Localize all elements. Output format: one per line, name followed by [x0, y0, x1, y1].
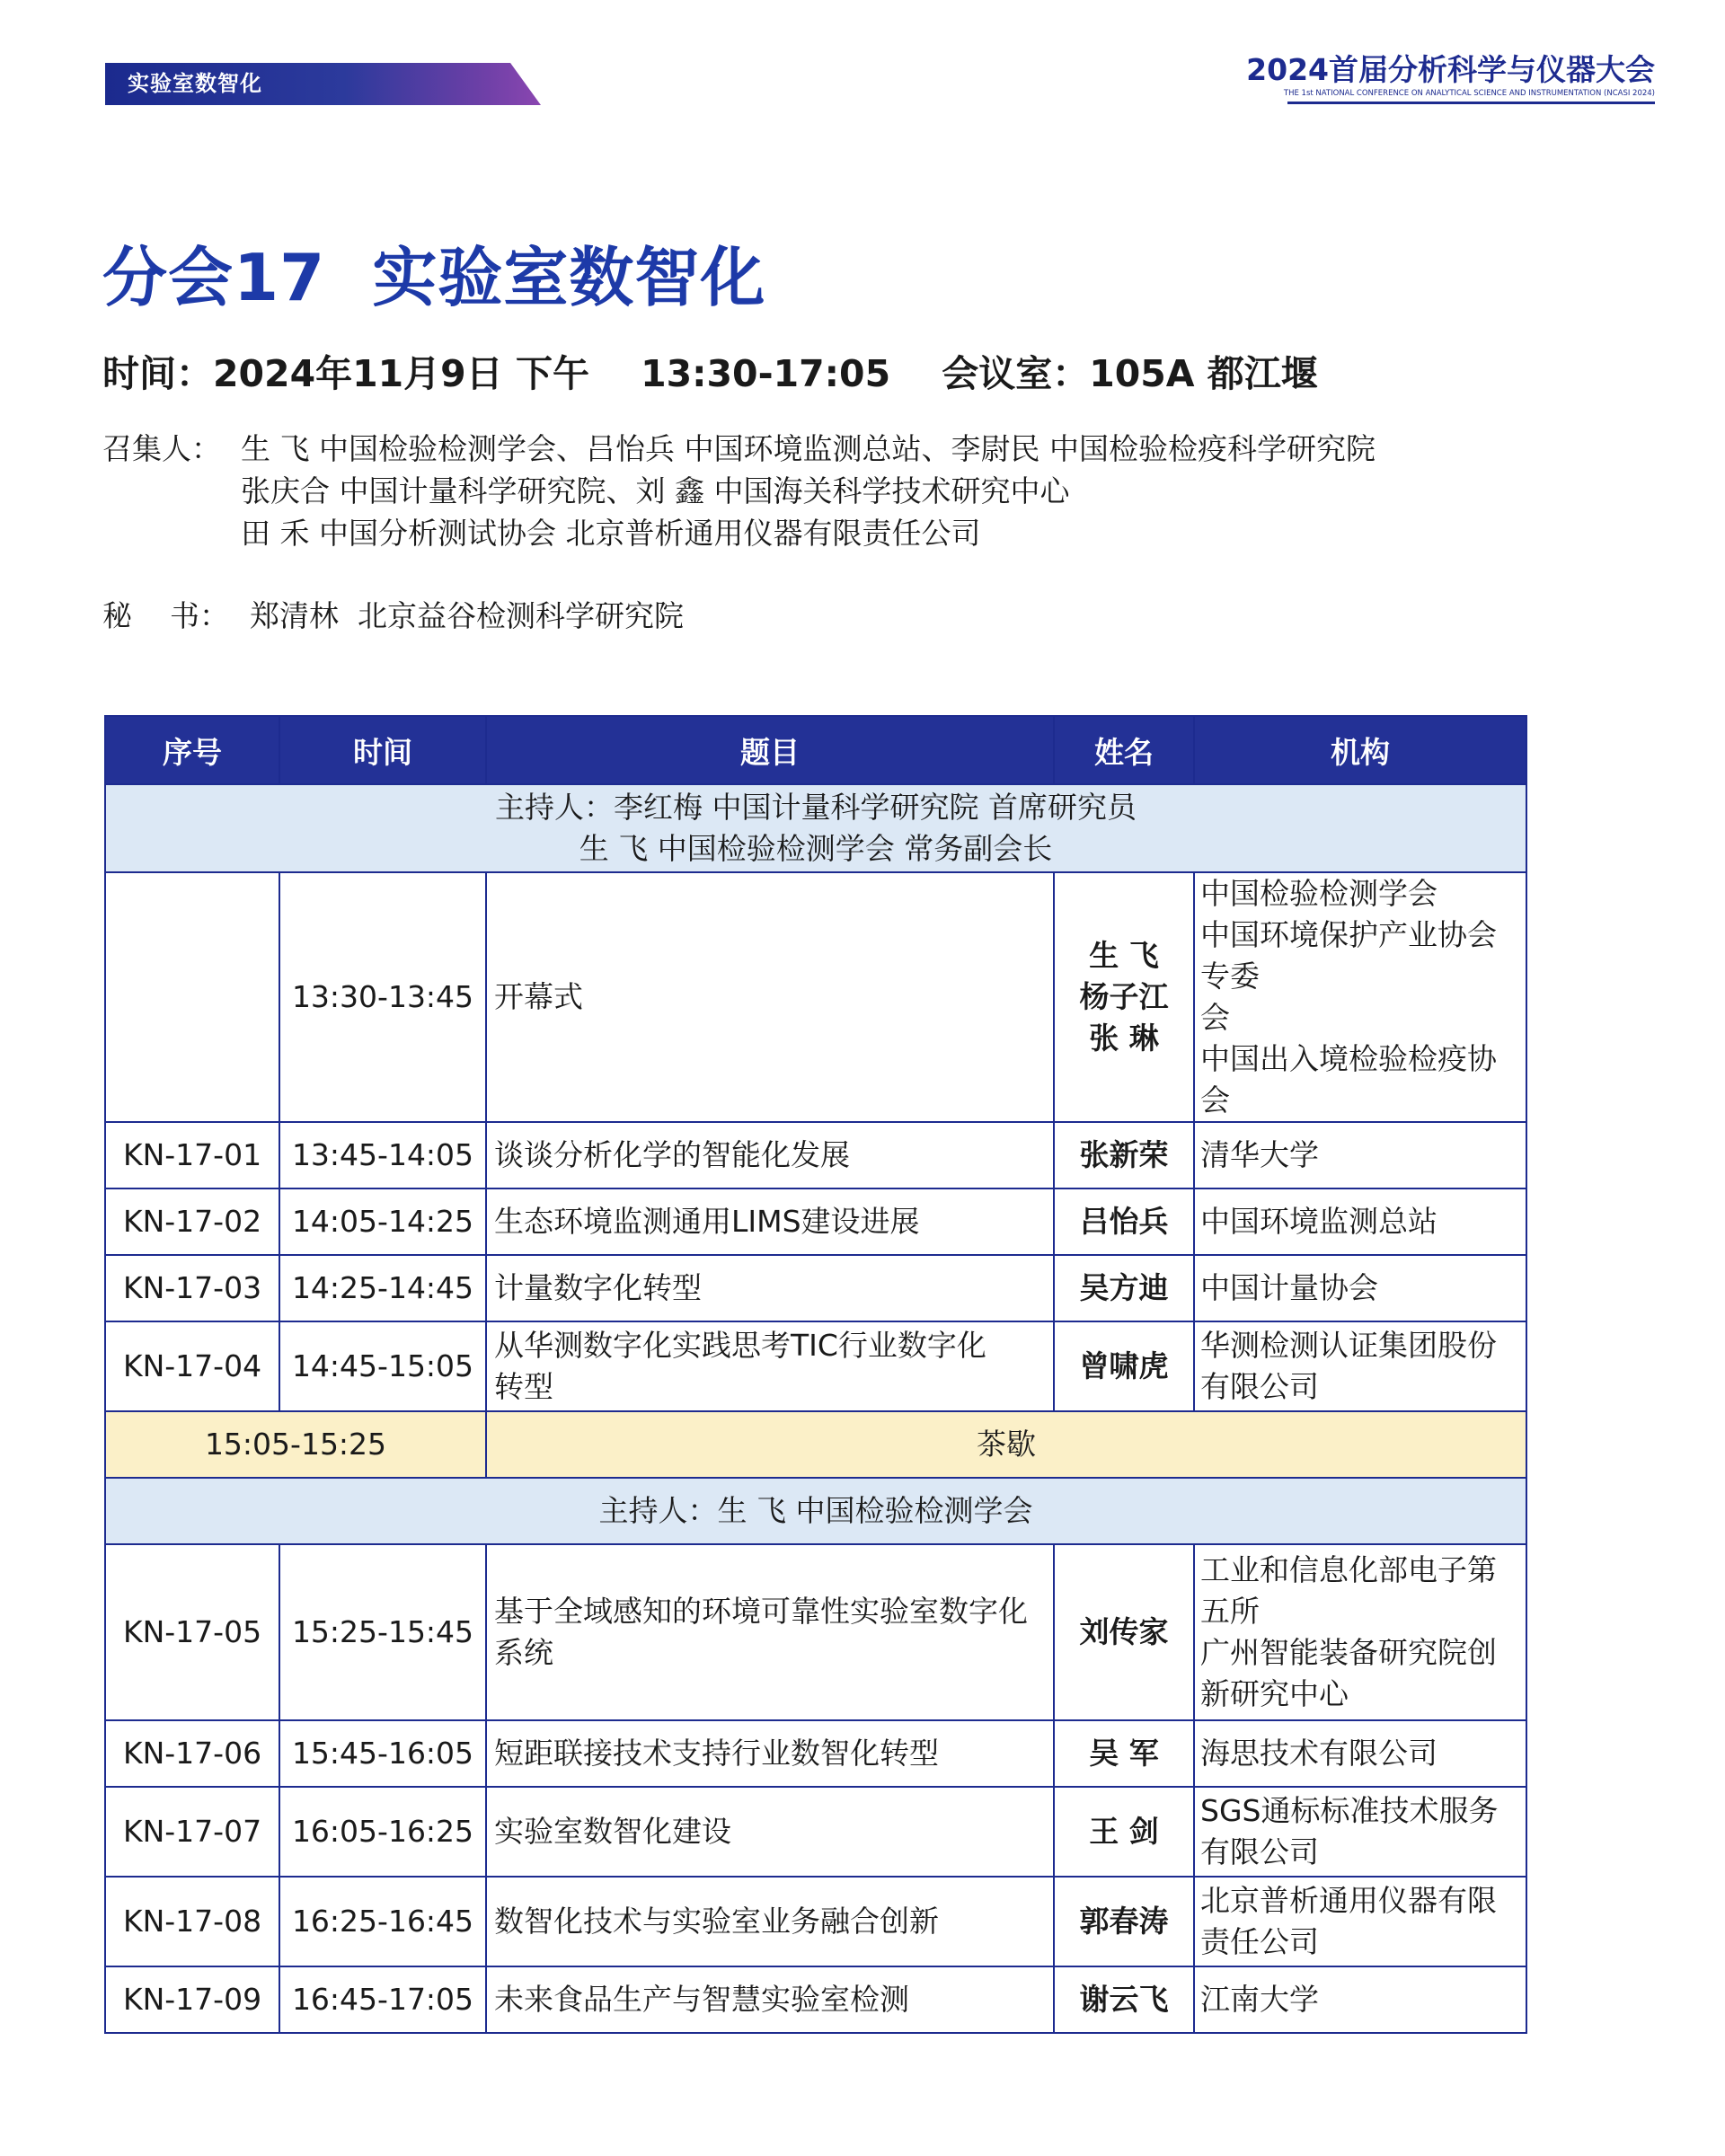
speaker-name: 张 琳: [1089, 1021, 1159, 1056]
host-cell: 主持人：生 飞 中国检验检测学会: [105, 1478, 1526, 1544]
row-no: [105, 872, 279, 1122]
org-line: 江南大学: [1200, 1982, 1319, 2017]
host-line: 生 飞 中国检验检测学会 常务副会长: [579, 831, 1053, 866]
break-time: 15:05-15:25: [105, 1411, 486, 1478]
speaker-name: 吴 军: [1054, 1720, 1194, 1787]
speaker-name: 杨子江: [1079, 979, 1169, 1014]
talk-no: KN-17-01: [105, 1122, 279, 1188]
schedule-table: [104, 715, 1527, 2034]
org-line: 中国环境保护产业协会专委: [1200, 917, 1497, 994]
org-line: 新研究中心: [1200, 1676, 1349, 1711]
talk-topic: [486, 1188, 1054, 1255]
topic-line: 从华测数字化实践思考TIC行业数字化: [494, 1328, 986, 1363]
row-time: 13:30-13:45: [279, 872, 486, 1122]
speaker-org: [1194, 1720, 1526, 1787]
talk-topic: [486, 1787, 1054, 1877]
talk-time: 16:25-16:45: [279, 1877, 486, 1966]
org-line: 北京普析通用仪器有限: [1200, 1883, 1497, 1918]
session-b-rows: [105, 1544, 1526, 2033]
host-row: [105, 1478, 1526, 1544]
org-line: 工业和信息化部电子第: [1200, 1552, 1497, 1587]
talk-no: KN-17-02: [105, 1188, 279, 1255]
speaker-name: 王 剑: [1054, 1787, 1194, 1877]
table-row: [105, 1255, 1526, 1321]
row-org: [1194, 872, 1526, 1122]
host-row: [105, 784, 1526, 872]
org-line: 有限公司: [1200, 1369, 1319, 1404]
talk-topic: [486, 1255, 1054, 1321]
header-org: 机构: [1194, 716, 1526, 784]
speaker-name: 谢云飞: [1054, 1966, 1194, 2033]
table-row: [105, 1544, 1526, 1720]
talk-time: 16:45-17:05: [279, 1966, 486, 2033]
speaker-org: [1194, 1188, 1526, 1255]
session-time: 时间：2024年11月9日 下午 13:30-17:05 会议室：105A 都江堰: [102, 352, 1318, 395]
org-line: 中国环境监测总站: [1200, 1204, 1438, 1239]
topic-line: 计量数字化转型: [494, 1270, 702, 1305]
topic-line: 转型: [494, 1369, 553, 1404]
header-rule: [1287, 102, 1655, 104]
table-row: [105, 1787, 1526, 1877]
talk-no: KN-17-03: [105, 1255, 279, 1321]
host-line: 主持人：李红梅 中国计量科学研究院 首席研究员: [495, 790, 1137, 825]
speaker-org: [1194, 1321, 1526, 1411]
table-row: [105, 1122, 1526, 1188]
topic-line: 数智化技术与实验室业务融合创新: [494, 1904, 939, 1939]
org-line: 清华大学: [1200, 1137, 1319, 1172]
topic-line: 基于全域感知的环境可靠性实验室数字化: [494, 1594, 1028, 1629]
table-row: [105, 1720, 1526, 1787]
talk-topic: [486, 1544, 1054, 1720]
table-row: [105, 1966, 1526, 2033]
header-time: 时间: [279, 716, 486, 784]
convener-line: 田 禾 中国分析测试协会 北京普析通用仪器有限责任公司: [241, 516, 981, 551]
break-label: 茶歇: [486, 1411, 1526, 1478]
session-title: 分会17 实验室数智化: [102, 240, 766, 315]
talk-no: KN-17-09: [105, 1966, 279, 2033]
secretary-value: 郑清林 北京益谷检测科学研究院: [250, 598, 684, 633]
table-header-row: [105, 716, 1526, 784]
header-no: 序号: [105, 716, 279, 784]
org-line: 中国检验检测学会: [1200, 876, 1438, 911]
talk-topic: [486, 1321, 1054, 1411]
session-a-rows: [105, 1122, 1526, 1411]
topic-line: 未来食品生产与智慧实验室检测: [494, 1982, 909, 2017]
speaker-name: 吕怡兵: [1054, 1188, 1194, 1255]
talk-time: 15:45-16:05: [279, 1720, 486, 1787]
table-row: [105, 1188, 1526, 1255]
talk-no: KN-17-05: [105, 1544, 279, 1720]
org-line: 会: [1200, 1000, 1230, 1035]
talk-no: KN-17-08: [105, 1877, 279, 1966]
talk-time: 14:05-14:25: [279, 1188, 486, 1255]
speaker-org: [1194, 1787, 1526, 1877]
speaker-org: [1194, 1255, 1526, 1321]
topic-line: 短距联接技术支持行业数智化转型: [494, 1736, 939, 1771]
table-row: [105, 1877, 1526, 1966]
convener-line: 张庆合 中国计量科学研究院、刘 鑫 中国海关科学技术研究中心: [241, 473, 1070, 508]
org-line: 中国出入境检验检疫协会: [1200, 1041, 1497, 1118]
speaker-name: 曾啸虎: [1054, 1321, 1194, 1411]
speaker-org: [1194, 1966, 1526, 2033]
header-topic: 题目: [486, 716, 1054, 784]
conference-subtitle: THE 1st NATIONAL CONFERENCE ON ANALYTICAL SCIENCE AND INSTRUMENTATION (NCASI 2024): [1283, 89, 1655, 98]
talk-time: 14:25-14:45: [279, 1255, 486, 1321]
talk-time: 14:45-15:05: [279, 1321, 486, 1411]
talk-no: KN-17-07: [105, 1787, 279, 1877]
row-names: [1054, 872, 1194, 1122]
talk-topic: [486, 1966, 1054, 2033]
topic-line: 谈谈分析化学的智能化发展: [494, 1137, 850, 1172]
org-line: 华测检测认证集团股份: [1200, 1328, 1497, 1363]
row-topic: 开幕式: [486, 872, 1054, 1122]
org-line: 有限公司: [1200, 1834, 1319, 1869]
talk-topic: [486, 1720, 1054, 1787]
table-row-opening: [105, 872, 1526, 1122]
speaker-name: 生 飞: [1089, 938, 1159, 973]
speaker-name: 郭春涛: [1054, 1877, 1194, 1966]
talk-topic: [486, 1877, 1054, 1966]
speaker-org: [1194, 1544, 1526, 1720]
topic-line: 系统: [494, 1635, 553, 1670]
topic-line: 生态环境监测通用LIMS建设进展: [494, 1204, 920, 1239]
org-line: 中国计量协会: [1200, 1270, 1378, 1305]
org-line: 海思技术有限公司: [1200, 1736, 1438, 1771]
speaker-name: 刘传家: [1054, 1544, 1194, 1720]
tea-break-row: [105, 1411, 1526, 1478]
talk-no: KN-17-04: [105, 1321, 279, 1411]
speaker-org: [1194, 1877, 1526, 1966]
conference-title: 2024首届分析科学与仪器大会: [1246, 52, 1655, 87]
speaker-name: 张新荣: [1054, 1122, 1194, 1188]
header-name: 姓名: [1054, 716, 1194, 784]
org-line: 五所: [1200, 1594, 1260, 1629]
talk-time: 16:05-16:25: [279, 1787, 486, 1877]
section-tag: 实验室数智化: [128, 71, 262, 96]
host-cell: [105, 784, 1526, 872]
secretary-label: 秘 书：: [102, 598, 229, 633]
talk-time: 13:45-14:05: [279, 1122, 486, 1188]
talk-topic: [486, 1122, 1054, 1188]
convener-line: 生 飞 中国检验检测学会、吕怡兵 中国环境监测总站、李尉民 中国检验检疫科学研究院: [241, 431, 1376, 466]
topic-line: 实验室数智化建设: [494, 1814, 731, 1849]
speaker-name: 吴方迪: [1054, 1255, 1194, 1321]
org-line: 广州智能装备研究院创: [1200, 1635, 1497, 1670]
org-line: 责任公司: [1200, 1924, 1319, 1959]
org-line: SGS通标标准技术服务: [1200, 1793, 1499, 1828]
table-row: [105, 1321, 1526, 1411]
conveners-label: 召集人：: [102, 431, 221, 466]
talk-time: 15:25-15:45: [279, 1544, 486, 1720]
talk-no: KN-17-06: [105, 1720, 279, 1787]
speaker-org: [1194, 1122, 1526, 1188]
